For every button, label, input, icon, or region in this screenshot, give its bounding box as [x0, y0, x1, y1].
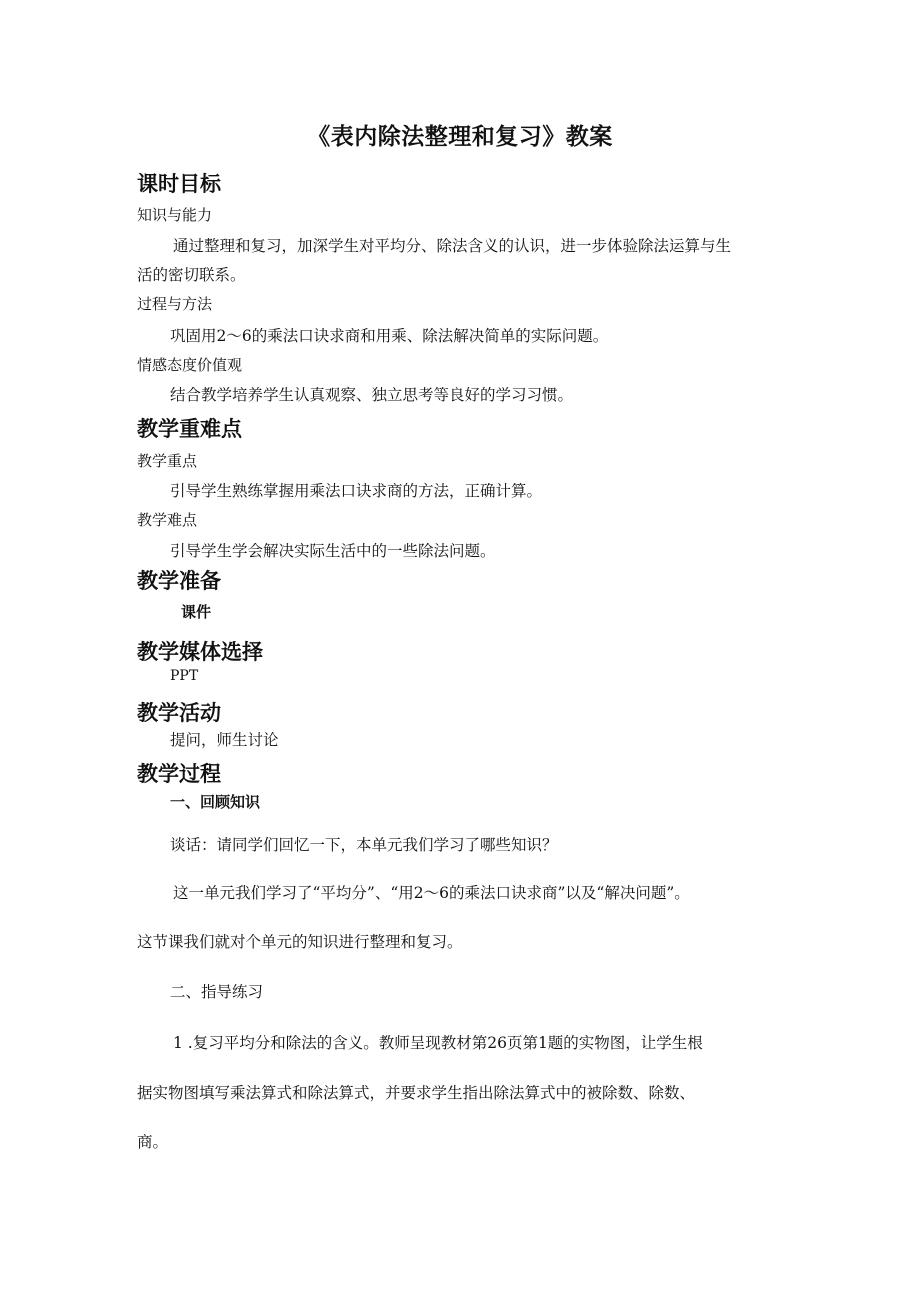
- process-part2-item1-line2: 据实物图填写乘法算式和除法算式，并要求学生指出除法算式中的被除数、除数、: [137, 1084, 696, 1102]
- knowledge-text-line2: 活的密切联系。: [137, 266, 246, 284]
- document-title: 《表内除法整理和复习》教案: [307, 124, 613, 150]
- difficulty-text: 引导学生学会解决实际生活中的一些除法问题。: [170, 542, 496, 560]
- process-part1-line1: 谈话：请同学们回忆一下，本单元我们学习了哪些知识？: [170, 836, 558, 854]
- section-heading-preparation: 教学准备: [137, 569, 221, 593]
- section-heading-process: 教学过程: [137, 762, 221, 786]
- emotion-text: 结合教学培养学生认真观察、独立思考等良好的学习习惯。: [170, 386, 574, 404]
- process-part1-line3: 这节课我们就对个单元的知识进行整理和复习。: [137, 933, 463, 951]
- subheading-emotion: 情感态度价值观: [137, 356, 243, 374]
- section-heading-key-points: 教学重难点: [137, 417, 242, 441]
- activity-text: 提问，师生讨论: [170, 731, 279, 749]
- section-heading-activity: 教学活动: [137, 701, 221, 725]
- knowledge-text-line1: 通过整理和复习，加深学生对平均分、除法含义的认识，进一步体验除法运算与生: [173, 237, 732, 255]
- subheading-knowledge: 知识与能力: [137, 206, 213, 224]
- process-part2-item1-line1: 1 .复习平均分和除法的含义。教师呈现教材第26页第1题的实物图，让学生根: [173, 1034, 703, 1052]
- focus-text: 引导学生熟练掌握用乘法口诀求商的方法，正确计算。: [170, 482, 543, 500]
- media-text: PPT: [170, 668, 199, 684]
- process-part1-heading: 一、回顾知识: [170, 793, 261, 811]
- section-heading-objectives: 课时目标: [137, 172, 221, 196]
- process-part2-item1-line3: 商。: [137, 1133, 169, 1151]
- subheading-focus: 教学重点: [137, 452, 198, 470]
- section-heading-media: 教学媒体选择: [137, 640, 263, 664]
- subheading-difficulty: 教学难点: [137, 511, 198, 529]
- subheading-process-method: 过程与方法: [137, 295, 213, 313]
- process-method-text: 巩固用2～6的乘法口诀求商和用乘、除法解决简单的实际问题。: [170, 327, 609, 345]
- process-part2-heading: 二、指导练习: [170, 983, 264, 1001]
- process-part1-line2: 这一单元我们学习了“平均分”、“用2～6的乘法口诀求商”以及“解决问题”。: [173, 884, 690, 902]
- preparation-text: 课件: [181, 603, 212, 621]
